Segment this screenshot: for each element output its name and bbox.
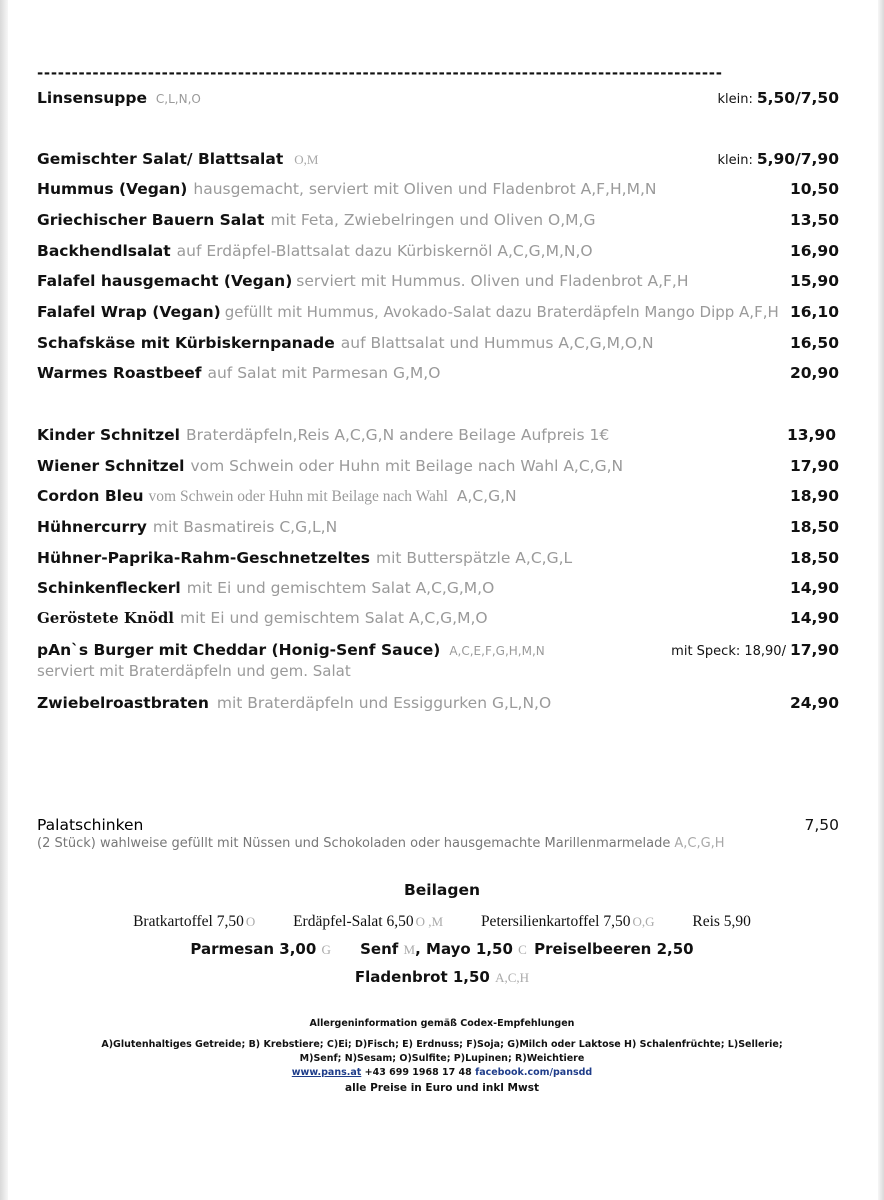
item-allergens: O,M: [294, 152, 319, 167]
item-description: auf Erdäpfel-Blattsalat dazu Kürbiskernöl A,C,G,M,N,O: [176, 242, 593, 260]
item-name: pAn`s Burger mit Cheddar (Honig-Senf Sauce): [37, 641, 441, 659]
beilagen-row-3: [0, 968, 884, 986]
item-allergens: C,L,N,O: [155, 92, 201, 106]
item-name: Griechischer Bauern Salat: [37, 211, 265, 229]
item-description: serviert mit Hummus. Oliven und Fladenbrot A,F,H: [296, 272, 689, 290]
item-price: 10,50: [789, 180, 839, 198]
item-price: [671, 638, 839, 664]
item-description: mit Ei und gemischtem Salat A,C,G,M,O: [180, 609, 488, 627]
contact-line: [0, 1067, 884, 1078]
item-price: 16,10: [789, 303, 839, 321]
price-value: 5,90/7,90: [756, 150, 839, 168]
price-note: alle Preise in Euro und inkl Mwst: [345, 1082, 539, 1094]
menu-item-huehnercurry: [37, 515, 839, 539]
beilagen-row-1: [0, 913, 884, 931]
item-price: 20,90: [789, 364, 839, 382]
item-price: [717, 147, 839, 173]
facebook-link[interactable]: facebook.com/pansdd: [475, 1067, 593, 1078]
item-allergens: A,C,G,N: [456, 487, 517, 505]
price-prefix: klein:: [717, 153, 753, 168]
beilage-reis: Reis 5,90: [692, 913, 751, 930]
menu-item-linsensuppe: [37, 86, 839, 110]
menu-item-falafel: [37, 269, 839, 293]
price-value: 5,50/7,50: [756, 89, 839, 107]
item-price: 16,50: [789, 334, 839, 352]
menu-item-backhendlsalat: [37, 239, 839, 263]
item-name: Hummus (Vegan): [37, 180, 188, 198]
beilage-erdaepfel-salat: Erdäpfel-Salat 6,50 O ,M: [293, 913, 444, 930]
beilage-mayo: , Mayo 1,50 C: [415, 940, 527, 958]
item-name: Cordon Bleu: [37, 487, 144, 505]
item-price: [717, 86, 839, 112]
item-name: Hühner-Paprika-Rahm-Geschnetzeltes: [37, 549, 370, 567]
item-name: Linsensuppe: [37, 89, 147, 107]
menu-item-palatschinken: [37, 813, 839, 837]
item-name: Warmes Roastbeef: [37, 364, 202, 382]
item-description: mit Ei und gemischtem Salat A,C,G,M,O: [186, 579, 495, 597]
item-description: vom Schwein oder Huhn mit Beilage nach Wahl: [148, 488, 448, 505]
item-name: Geröstete Knödl: [37, 609, 175, 627]
price-value: 17,90: [789, 641, 839, 659]
item-price: 13,50: [789, 211, 839, 229]
menu-item-zwiebelroastbraten: [37, 691, 839, 715]
phone-number: +43 699 1968 17 48: [364, 1067, 472, 1078]
item-description: vom Schwein oder Huhn mit Beilage nach Wahl A,C,G,N: [190, 457, 624, 475]
item-price: 17,90: [789, 457, 839, 475]
beilage-parmesan: Parmesan 3,00 G: [190, 940, 331, 958]
item-name: Falafel hausgemacht (Vegan): [37, 272, 293, 290]
item-name: Hühnercurry: [37, 518, 147, 536]
item-name: Kinder Schnitzel: [37, 426, 180, 444]
menu-item-griechischer-salat: [37, 208, 839, 232]
item-price: 14,90: [789, 609, 839, 627]
burger-subline: serviert mit Braterdäpfeln und gem. Salat: [37, 662, 351, 680]
website-link[interactable]: www.pans.at: [291, 1067, 362, 1078]
item-description: auf Blattsalat und Hummus A,C,G,M,O,N: [340, 334, 654, 352]
menu-item-geroestete-knoedl: [37, 606, 839, 630]
menu-item-schafskaese: [37, 331, 839, 355]
beilage-senf: Senf M: [360, 940, 416, 958]
item-price: 24,90: [789, 694, 839, 712]
item-description: mit Butterspätzle A,C,G,L: [375, 549, 573, 567]
item-name: Schafskäse mit Kürbiskernpanade: [37, 334, 335, 352]
item-description: mit Basmatireis C,G,L,N: [152, 518, 338, 536]
item-price: 14,90: [789, 579, 839, 597]
beilage-bratkartoffel: Bratkartoffel 7,50 O: [133, 913, 256, 930]
price-prefix: mit Speck: 18,90/: [671, 644, 786, 659]
item-description: mit Braterdäpfeln und Essiggurken G,L,N,O: [216, 694, 552, 712]
beilagen-row-2: [0, 940, 884, 958]
menu-item-cordon-bleu: [37, 484, 839, 508]
item-name: Backhendlsalat: [37, 242, 171, 260]
beilage-fladenbrot: Fladenbrot 1,50 A,C,H: [354, 968, 530, 986]
menu-item-falafel-wrap: [37, 300, 839, 324]
item-description: auf Salat mit Parmesan G,M,O: [207, 364, 441, 382]
item-name: Gemischter Salat/ Blattsalat: [37, 150, 284, 168]
palatschinken-description: [37, 836, 725, 851]
item-description: gefüllt mit Hummus, Avokado-Salat dazu Braterdäpfeln Mango Dipp A,F,H: [224, 303, 779, 321]
menu-item-burger: [37, 638, 839, 662]
item-price: 18,50: [789, 549, 839, 567]
separator-line: ---------------------------------------------------------------------------------------------------: [37, 64, 723, 82]
menu-item-geschnetzeltes: [37, 546, 839, 570]
item-description: hausgemacht, serviert mit Oliven und Fladenbrot A,F,H,M,N: [193, 180, 657, 198]
beilage-preiselbeeren: Preiselbeeren 2,50: [534, 940, 694, 958]
item-description: (2 Stück) wahlweise gefüllt mit Nüssen und Schokoladen oder hausgemachte Marillenmarmelade: [37, 836, 671, 851]
allergen-info-title: Allergeninformation gemäß Codex-Empfehlungen: [309, 1018, 575, 1029]
item-price: 16,90: [789, 242, 839, 260]
menu-item-wiener-schnitzel: [37, 454, 839, 478]
item-name: Palatschinken: [37, 816, 144, 834]
beilagen-title: Beilagen: [403, 881, 481, 899]
allergen-info-line-2: M)Senf; N)Sesam; O)Sulfite; P)Lupinen; R)Weichtiere: [299, 1053, 585, 1064]
item-price: 15,90: [789, 272, 839, 290]
beilage-petersilienkartoffel: Petersilienkartoffel 7,50 O,G: [480, 913, 655, 930]
item-name: Falafel Wrap (Vegan): [37, 303, 221, 321]
menu-item-gemischter-salat: [37, 147, 839, 171]
item-description: mit Feta, Zwiebelringen und Oliven O,M,G: [270, 211, 596, 229]
item-allergens: A,C,G,H: [674, 836, 725, 851]
item-name: Zwiebelroastbraten: [37, 694, 209, 712]
item-price: 13,90: [786, 426, 836, 444]
item-allergens: A,C,E,F,G,H,M,N: [449, 644, 545, 658]
menu-item-schinkenfleckerl: [37, 576, 839, 600]
price-prefix: klein:: [717, 92, 753, 107]
item-price: 7,50: [804, 816, 839, 834]
item-name: Schinkenfleckerl: [37, 579, 181, 597]
allergen-info-line-1: A)Glutenhaltiges Getreide; B) Krebstiere; C)Ei; D)Fisch; E) Erdnuss; F)Soja; G)Milch oder Laktose H) Schalenfrüchte; L)Sellerie;: [101, 1039, 783, 1050]
menu-item-kinder-schnitzel: [37, 423, 839, 447]
menu-item-hummus: [37, 177, 839, 201]
menu-item-warmes-roastbeef: [37, 361, 839, 385]
item-description: Braterdäpfeln,Reis A,C,G,N andere Beilage Aufpreis 1€: [186, 426, 610, 444]
item-price: 18,50: [789, 518, 839, 536]
item-name: Wiener Schnitzel: [37, 457, 185, 475]
item-price: 18,90: [789, 487, 839, 505]
